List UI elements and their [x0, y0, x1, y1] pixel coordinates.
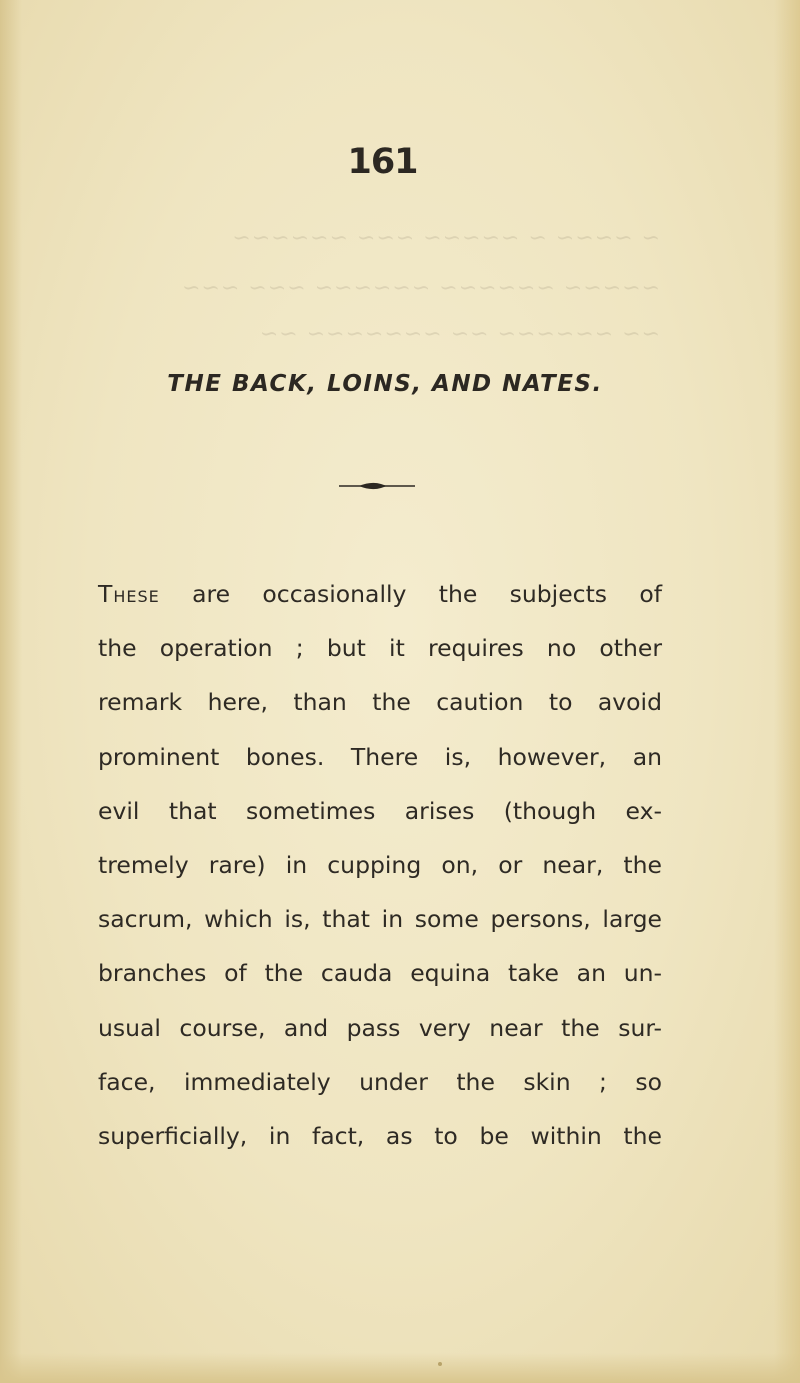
page-edge-shadow-left — [0, 0, 22, 1383]
text-line-1: These are occasionally the subjects of — [98, 580, 662, 608]
text-line-7: sacrum, which is, that in some persons, large — [98, 905, 662, 934]
section-title: THE BACK, LOINS, AND NATES. — [167, 371, 603, 397]
drop-word: These — [98, 580, 160, 608]
text-line-3: remark here, than the caution to avoid — [98, 688, 662, 717]
page-edge-shadow-right — [774, 0, 800, 1383]
text-line-4: prominent bones. There is, however, an — [98, 742, 662, 771]
text-line-8: branches of the cauda equina take an un- — [98, 959, 662, 988]
section-divider-icon — [337, 480, 417, 492]
show-through-texture: ~ ~~~~ ~ ~~~~~ ~~~ ~~~~~~ — [231, 226, 660, 251]
page-edge-shadow-bottom — [0, 1353, 800, 1383]
text-line-9: usual course, and pass very near the sur- — [98, 1013, 662, 1042]
body-paragraph — [98, 567, 662, 1163]
paper-speck — [438, 1362, 442, 1366]
text-line-2: the operation ; but it requires no other — [98, 634, 662, 663]
show-through-texture: ~~ ~~~~~~ ~~ ~~~~~~~ ~~ — [258, 322, 660, 347]
text-line-6: tremely rare) in cupping on, or near, the — [98, 850, 662, 879]
text-line-10: face, immediately under the skin ; so — [98, 1067, 662, 1096]
text-line-5: evil that sometimes arises (though ex- — [98, 796, 662, 825]
show-through-texture: ~~~~~ ~~~~~~ ~~~~~~ ~~~ ~~~ — [181, 276, 660, 301]
page-number: 161 — [347, 142, 418, 182]
text-line-11: superficially, in fact, as to be within the — [98, 1121, 662, 1150]
